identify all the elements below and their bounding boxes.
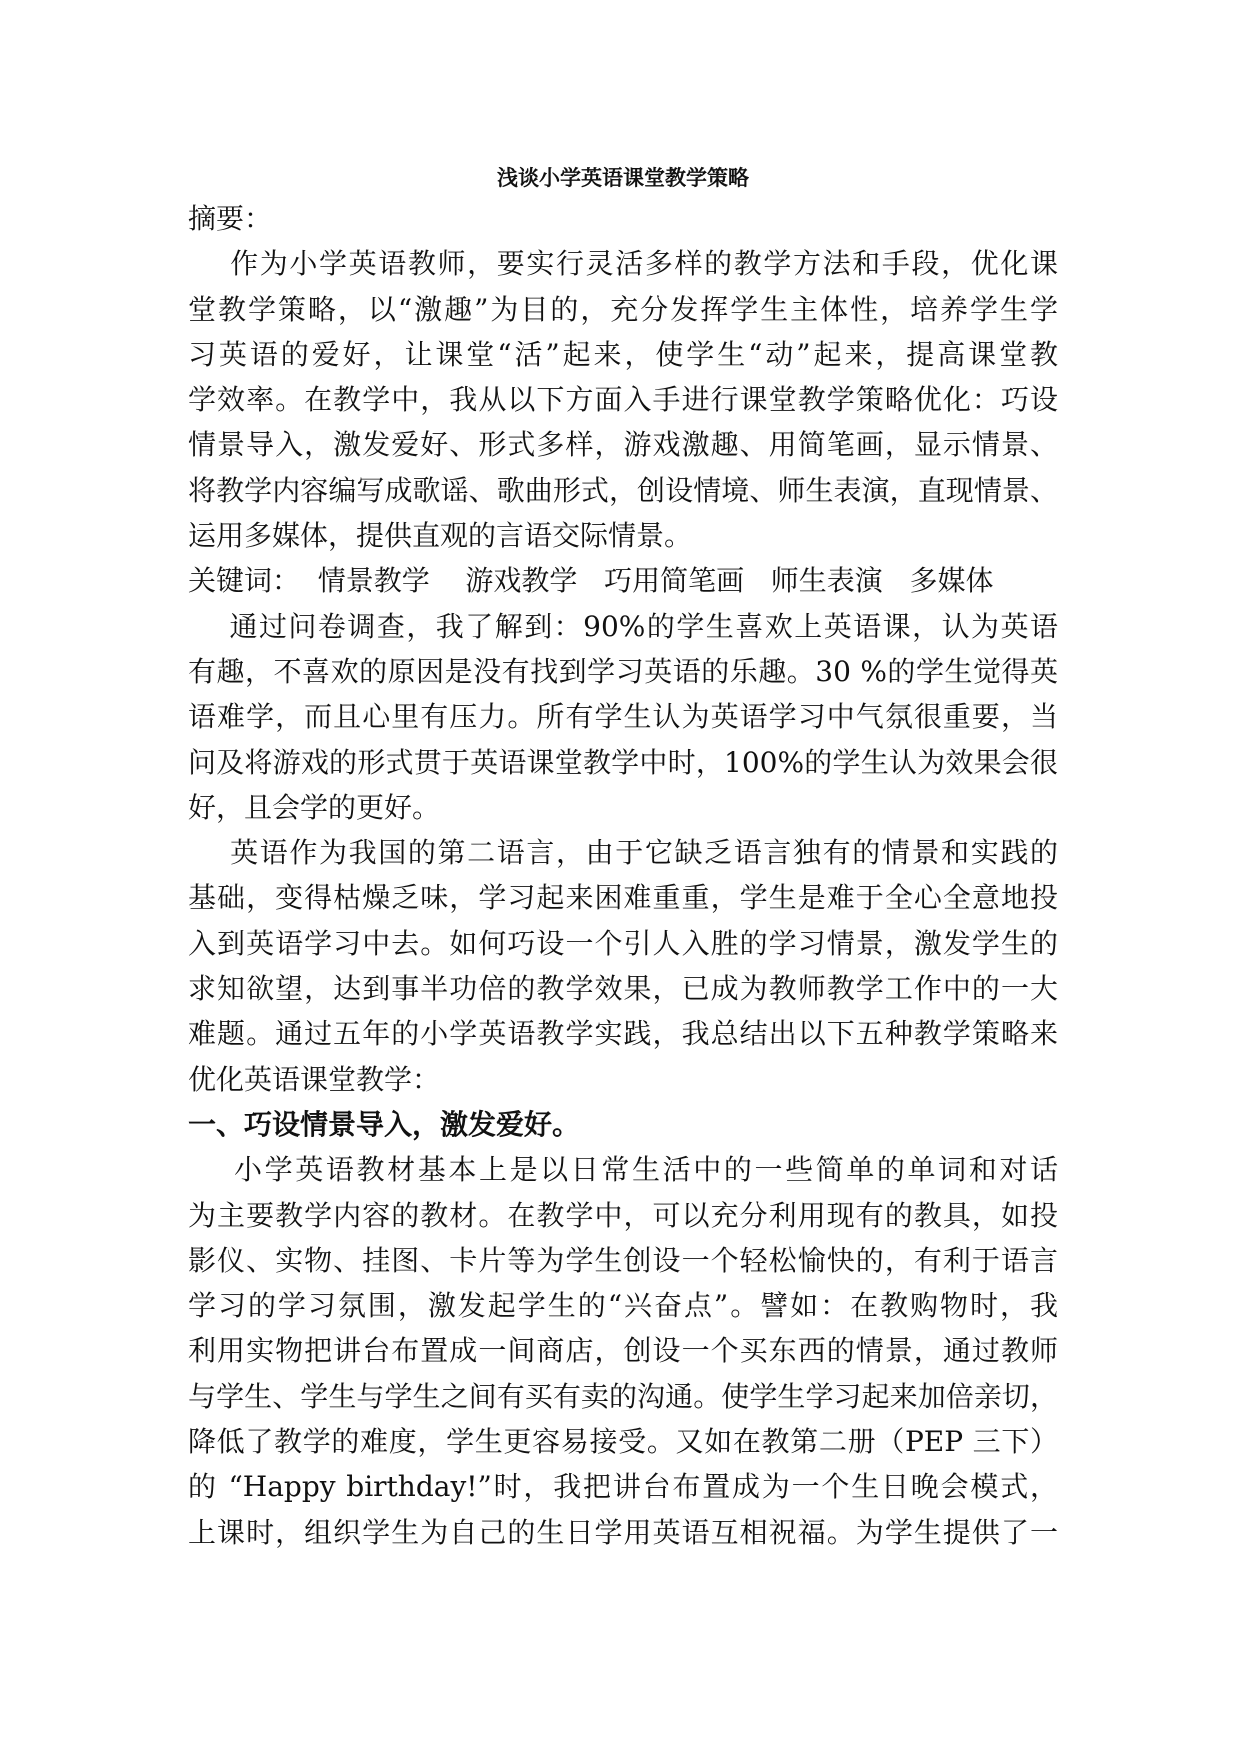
document-title: 浅谈小学英语课堂教学策略 (497, 165, 749, 190)
text-line: 难题。通过五年的小学英语教学实践，我总结出以下五种教学策略来 (188, 1017, 1058, 1051)
text-line: 为主要教学内容的教材。在教学中，可以充分利用现有的教具，如投 (188, 1198, 1058, 1232)
text-line: 求知欲望，达到事半功倍的教学效果，已成为教师教学工作中的一大 (188, 972, 1058, 1006)
section-heading: 一、巧设情景导入，激发爱好。 (188, 1107, 581, 1141)
text-line: 问及将游戏的形式贯于英语课堂教学中时，100%的学生认为效果会很 (188, 745, 1058, 779)
document-body (188, 160, 1058, 1555)
text-line: 优化英语课堂教学： (188, 1062, 441, 1096)
text-line: 有趣，不喜欢的原因是没有找到学习英语的乐趣。30 %的学生觉得英 (188, 654, 1058, 688)
paragraph-lines (188, 196, 1058, 1555)
text-line: 作为小学英语教师，要实行灵活多样的教学方法和手段，优化课 (188, 247, 1058, 281)
text-line: 的 “Happy birthday!”时，我把讲台布置成为一个生日晚会模式， (188, 1470, 1058, 1504)
text-line: 习英语的爱好，让课堂“活”起来，使学生“动”起来，提高课堂教 (188, 337, 1058, 371)
text-line: 通过问卷调查，我了解到：90%的学生喜欢上英语课，认为英语 (188, 609, 1058, 643)
text-line: 降低了教学的难度，学生更容易接受。又如在教第二册（PEP 三下） (188, 1425, 1058, 1459)
text-line: 学效率。在教学中，我从以下方面入手进行课堂教学策略优化：巧设 (188, 383, 1058, 417)
text-line: 情景导入，激发爱好、形式多样，游戏激趣、用简笔画，显示情景、 (188, 428, 1058, 462)
text-line: 英语作为我国的第二语言，由于它缺乏语言独有的情景和实践的 (188, 836, 1058, 870)
text-line: 基础，变得枯燥乏味，学习起来困难重重，学生是难于全心全意地投 (188, 881, 1058, 915)
text-line: 小学英语教材基本上是以日常生活中的一些简单的单词和对话 (188, 1153, 1058, 1187)
text-line: 将教学内容编写成歌谣、歌曲形式，创设情境、师生表演，直现情景、 (188, 473, 1058, 507)
text-line: 利用实物把讲台布置成一间商店，创设一个买东西的情景，通过教师 (188, 1334, 1058, 1368)
text-line: 上课时，组织学生为自己的生日学用英语互相祝福。为学生提供了一 (188, 1515, 1058, 1549)
text-line: 好，且会学的更好。 (188, 790, 441, 824)
text-line: 语难学，而且心里有压力。所有学生认为英语学习中气氛很重要，当 (188, 700, 1058, 734)
text-line: 摘要： (188, 202, 273, 235)
text-line: 入到英语学习中去。如何巧设一个引人入胜的学习情景，激发学生的 (188, 926, 1058, 960)
text-line: 关键词： 情景教学 游戏教学 巧用简笔画 师生表演 多媒体 (188, 564, 994, 598)
text-line: 运用多媒体，提供直观的言语交际情景。 (188, 519, 693, 553)
text-line: 学习的学习氛围，激发起学生的“兴奋点”。譬如：在教购物时，我 (188, 1289, 1058, 1323)
text-line: 堂教学策略，以“激趣”为目的，充分发挥学生主体性，培养学生学 (188, 292, 1058, 326)
text-line: 与学生、学生与学生之间有买有卖的沟通。使学生学习起来加倍亲切， (188, 1379, 1058, 1413)
text-line: 影仪、实物、挂图、卡片等为学生创设一个轻松愉快的，有利于语言 (188, 1243, 1058, 1277)
